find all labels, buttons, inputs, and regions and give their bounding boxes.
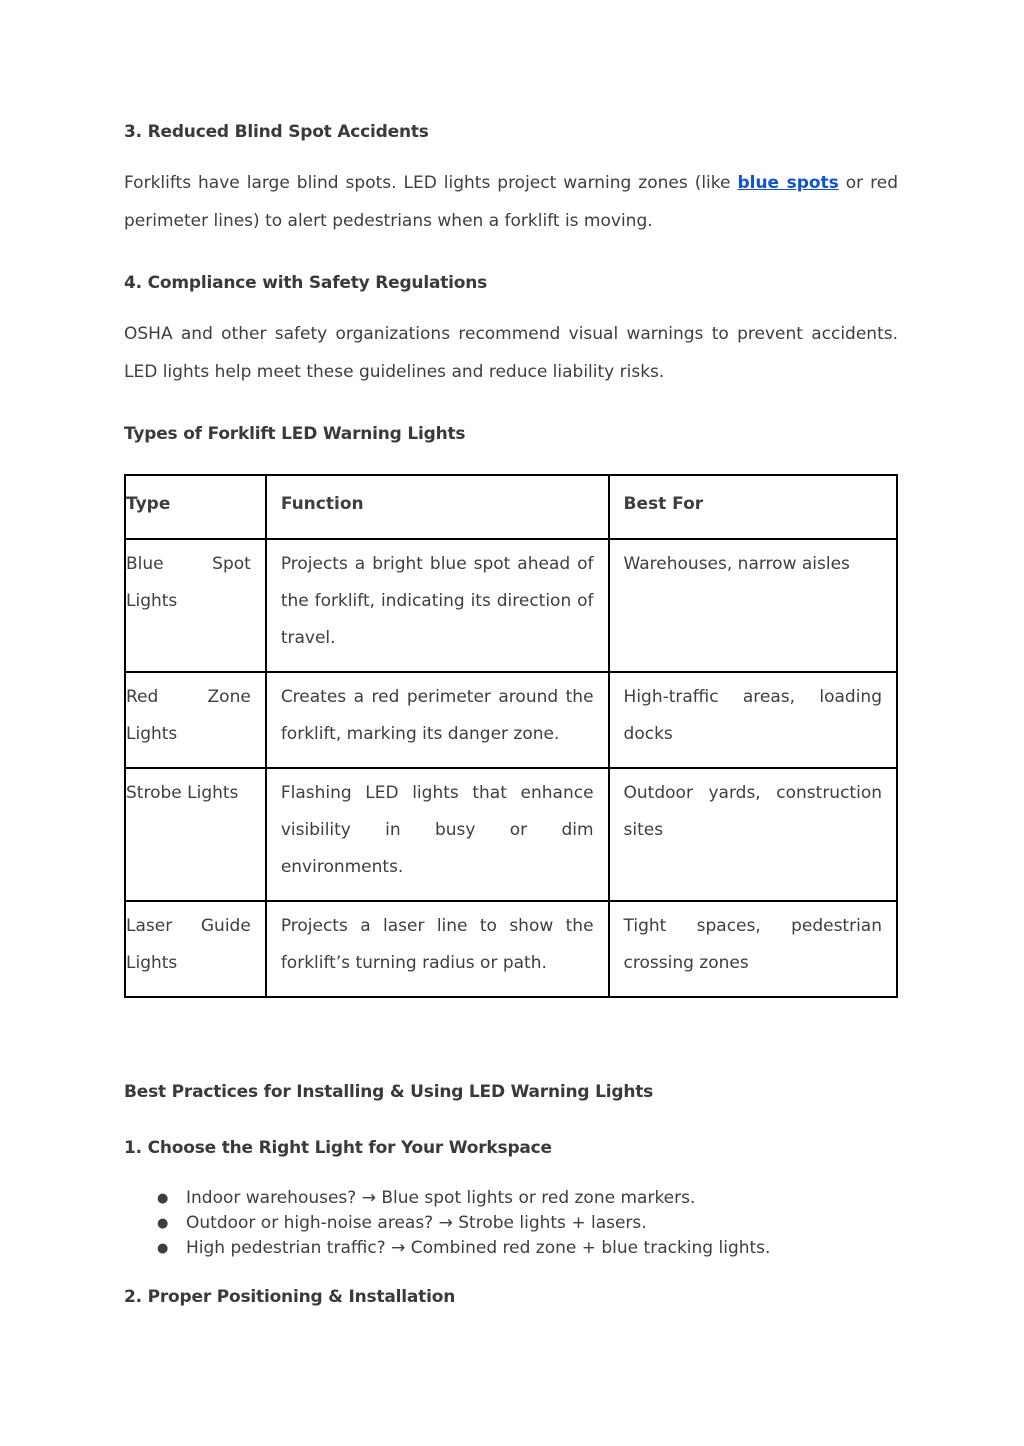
paragraph-compliance: OSHA and other safety organizations recommend visual warnings to prevent accidents. LED lights help meet these guidelines and reduce liability risks. bbox=[124, 324, 898, 382]
list-item-text: High pedestrian traffic? → Combined red zone + blue tracking lights. bbox=[186, 1238, 771, 1258]
column-header-function: Function bbox=[266, 475, 609, 539]
table-cell-function: Projects a laser line to show the forklift’s turning radius or path. bbox=[266, 901, 609, 997]
table-cell-type: Blue Spot Lights bbox=[125, 539, 266, 672]
list-item-text: Outdoor or high-noise areas? → Strobe lights + lasers. bbox=[186, 1213, 647, 1233]
bullet-list bbox=[124, 1186, 770, 1261]
bullet-icon: ● bbox=[157, 1191, 169, 1206]
paragraph-blind-spot bbox=[124, 164, 898, 240]
paragraph-text: or red perimeter lines) to alert pedestrians when a forklift is moving. bbox=[124, 173, 898, 231]
table-row bbox=[125, 901, 897, 997]
table-row bbox=[125, 768, 897, 901]
section-heading-types: Types of Forklift LED Warning Lights bbox=[124, 424, 466, 444]
table-cell-best-for: Outdoor yards, construction sites bbox=[609, 768, 897, 901]
list-item bbox=[124, 1186, 770, 1211]
bullet-icon: ● bbox=[157, 1241, 169, 1256]
section-heading-compliance: 4. Compliance with Safety Regulations bbox=[124, 273, 488, 293]
list-item bbox=[124, 1211, 770, 1236]
table-row bbox=[125, 672, 897, 768]
section-heading-blind-spot: 3. Reduced Blind Spot Accidents bbox=[124, 122, 429, 142]
table-cell-best-for: High-traffic areas, loading docks bbox=[609, 672, 897, 768]
list-item-text: Indoor warehouses? → Blue spot lights or red zone markers. bbox=[186, 1188, 696, 1208]
section-heading-best-practices: Best Practices for Installing & Using LED Warning Lights bbox=[124, 1082, 654, 1102]
paragraph-text: Forklifts have large blind spots. LED lights project warning zones (like bbox=[124, 173, 738, 193]
section-heading-choose-light: 1. Choose the Right Light for Your Workspace bbox=[124, 1138, 552, 1158]
bullet-icon: ● bbox=[157, 1216, 169, 1231]
table-cell-type: Laser Guide Lights bbox=[125, 901, 266, 997]
section-heading-positioning: 2. Proper Positioning & Installation bbox=[124, 1287, 456, 1307]
table-cell-best-for: Warehouses, narrow aisles bbox=[609, 539, 897, 672]
table-cell-function: Creates a red perimeter around the forklift, marking its danger zone. bbox=[266, 672, 609, 768]
table-header-row bbox=[125, 475, 897, 539]
types-table bbox=[124, 474, 898, 998]
column-header-type: Type bbox=[125, 475, 266, 539]
table-cell-function: Flashing LED lights that enhance visibility in busy or dim environments. bbox=[266, 768, 609, 901]
list-item bbox=[124, 1236, 770, 1261]
table-row bbox=[125, 539, 897, 672]
table-cell-type: Strobe Lights bbox=[125, 768, 266, 901]
table-cell-type: Red Zone Lights bbox=[125, 672, 266, 768]
column-header-best-for: Best For bbox=[609, 475, 897, 539]
table-cell-function: Projects a bright blue spot ahead of the forklift, indicating its direction of travel. bbox=[266, 539, 609, 672]
table-cell-best-for: Tight spaces, pedestrian crossing zones bbox=[609, 901, 897, 997]
blue-spots-link[interactable]: blue spots bbox=[737, 173, 839, 193]
